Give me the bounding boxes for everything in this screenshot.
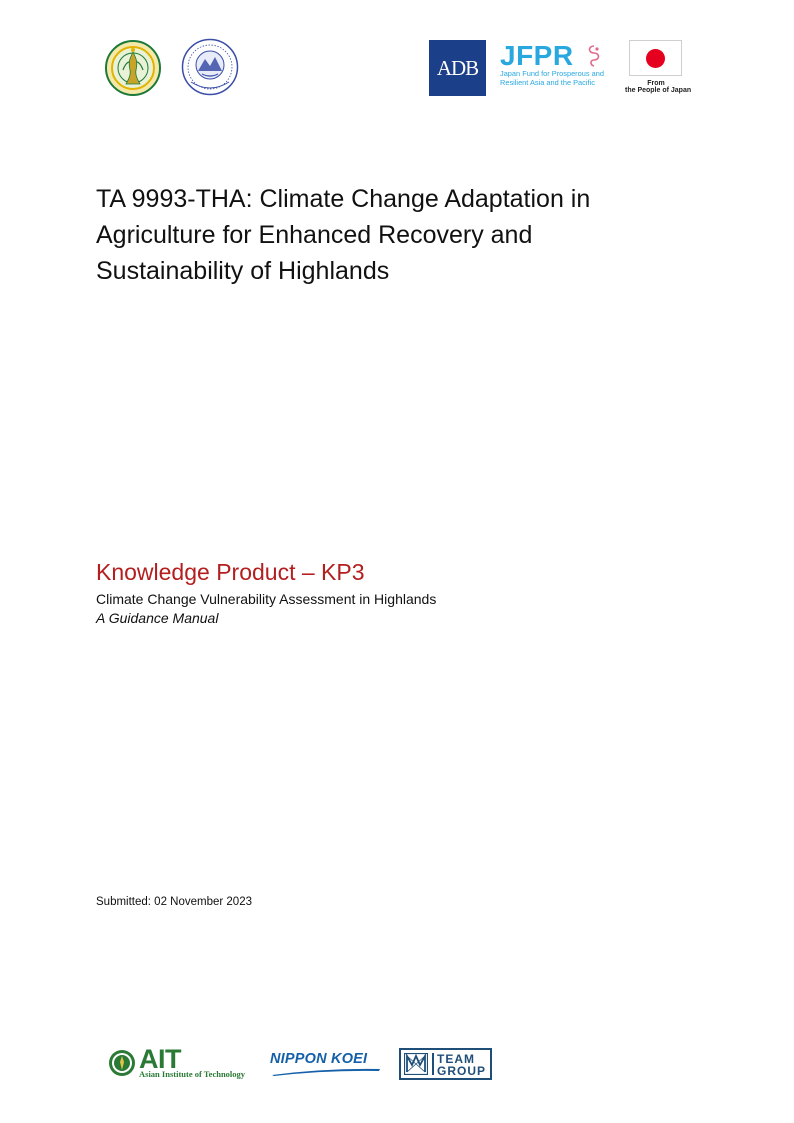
highland-research-seal-icon	[181, 38, 239, 96]
adb-logo-text: ADB	[436, 55, 479, 80]
nippon-koei-swoosh-icon	[270, 1066, 382, 1076]
jfpr-logo	[500, 42, 606, 92]
jfpr-logo-line1: Japan Fund for Prosperous and	[500, 69, 604, 78]
royal-agriculture-seal-logo	[105, 40, 161, 96]
document-title-line3: Sustainability of Highlands	[96, 257, 390, 285]
adb-logo	[429, 40, 486, 96]
ait-logo-word: AIT	[139, 1044, 181, 1074]
knowledge-product-manual-label: A Guidance Manual	[96, 610, 219, 626]
document-title-line1: TA 9993-THA: Climate Change Adaptation in	[96, 185, 591, 213]
japan-logo-line1: From	[647, 80, 665, 87]
nippon-koei-logo-word: NIPPON KOEI	[270, 1051, 368, 1067]
submitted-date: Submitted: 02 November 2023	[96, 896, 252, 908]
ait-logo	[106, 1044, 248, 1081]
knowledge-product-subtitle: Climate Change Vulnerability Assessment in Highlands	[96, 591, 437, 607]
ait-emblem-icon	[108, 1049, 136, 1077]
japan-flag-icon	[629, 40, 682, 76]
from-the-people-of-japan-logo	[625, 40, 692, 96]
team-group-line1: TEAM	[437, 1052, 475, 1066]
ait-logo-subtitle: Asian Institute of Technology	[139, 1069, 246, 1079]
team-group-line2: GROUP	[437, 1064, 487, 1078]
jfpr-logo-word: JFPR	[500, 40, 574, 71]
team-group-logo	[399, 1048, 492, 1080]
knowledge-product-heading: Knowledge Product – KP3	[96, 559, 365, 585]
japan-flag-sun	[646, 49, 665, 68]
team-group-mark-icon	[404, 1053, 428, 1075]
japan-logo-line2: the People of Japan	[625, 87, 692, 94]
jfpr-swirl-icon	[586, 44, 602, 68]
document-title	[96, 181, 696, 289]
nippon-koei-logo	[270, 1051, 382, 1078]
document-title-line2: Agriculture for Enhanced Recovery and	[96, 221, 533, 249]
jfpr-logo-line2: Resilient Asia and the Pacific	[500, 77, 595, 87]
highland-research-seal-logo	[181, 38, 239, 96]
team-group-divider	[432, 1053, 434, 1075]
royal-agriculture-seal-icon	[105, 40, 161, 96]
